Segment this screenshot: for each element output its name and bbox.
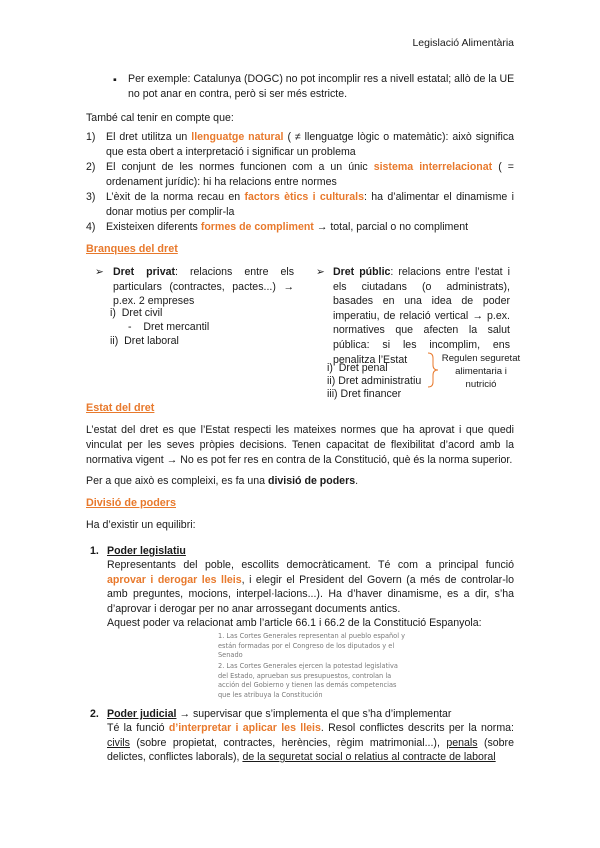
- also-consider-text: També cal tenir en compte que:: [86, 112, 234, 124]
- curly-brace-icon: [426, 352, 440, 388]
- poder-legislatiu-text: Representants del poble, escollits democràticament. Té com a principal funció aprovar i derogar les lleis, i elegir el President del Govern (a més de controlar-lo amb preguntes, mocions, interpel·lacions...). Ha d’haver dinamisme, es a dir, s’ha d’aprovar i derogar per no anar arrossegant documents antics.: [107, 559, 514, 615]
- poder-legislatiu-title: Poder legislatiu: [107, 545, 186, 557]
- considerations-list: [86, 130, 514, 235]
- list-item: 1) El dret utilitza un llenguatge natural ( ≠ llenguatge lògic o matemàtic): això significa que esta obert a interpretació i significar un problema: [86, 131, 515, 158]
- dret-public-subitem: i) Dret penal: [327, 362, 388, 374]
- estat-paragraph-2: Per a que això es compleixi, es fa una divisió de poders.: [86, 475, 359, 487]
- dret-privat-subitem: - Dret mercantil: [128, 321, 210, 333]
- dret-public-subitem: ii) Dret administratiu: [327, 375, 422, 387]
- arrow-bullet: ➢: [95, 266, 104, 278]
- dret-privat-text: Dret privat: relacions entre els particulars (contractes, pactes...) → p.ex. 2 empreses: [113, 266, 295, 308]
- section-title-branques: Branques del dret: [86, 243, 178, 255]
- article-reference: Aquest poder va relacionat amb l’article 66.1 i 66.2 de la Constitució Espanyola:: [107, 617, 482, 629]
- intro-bullet-text: Per exemple: Catalunya (DOGC) no pot incomplir res a nivell estatal; allò de la UE no pot anar en contra, però si ser més estricte.: [128, 73, 515, 100]
- divisio-intro: Ha d’existir un equilibri:: [86, 519, 196, 531]
- running-header: Legislació Alimentària: [412, 37, 514, 49]
- dret-privat-subitem: ii) Dret laboral: [110, 335, 179, 347]
- bullet-marker: ▪: [113, 74, 117, 86]
- poder-judicial-text: Té la funció d’interpretar i aplicar les lleis. Resol conflictes descrits per la norma: civils (sobre propietat, contractes, herències, règim matrimonial...), penals (sobre delictes, conflictes laborals), de la seguretat social o relatius al contracte de laboral: [107, 722, 514, 764]
- item-number: 1.: [90, 545, 99, 557]
- constitution-quote-1: 1. Las Cortes Generales representan al pueblo español y están formadas por el Congreso de los diputados y el Senado: [218, 632, 406, 660]
- dret-public-text: Dret públic: relacions entre l’estat i els ciutadans (o administrats), basades en una idea de poder imperatiu, de relació vertical → p.ex. normatives que afecten la salut pública: si les incomplim, ens penalitza l’Estat: [333, 266, 510, 366]
- item-number: 2.: [90, 708, 99, 720]
- section-title-divisio: Divisió de poders: [86, 497, 176, 509]
- list-item: 4) Existeixen diferents formes de compliment → total, parcial o no compliment: [86, 221, 469, 233]
- constitution-quote-2: 2. Las Cortes Generales ejercen la potestad legislativa del Estado, aprueban sus presupuestos, controlan la acción del Gobierno y tienen las demás competencias que les atribuya la Constitución: [218, 662, 398, 699]
- regulation-note: Regulen seguretat alimentaria i nutrició: [441, 353, 521, 390]
- poder-judicial-heading: Poder judicial → supervisar que s’implementa el que s’ha d’implementar: [107, 708, 452, 720]
- dret-privat-subitem: i) Dret civil: [110, 307, 163, 319]
- section-title-estat: Estat del dret: [86, 402, 155, 414]
- arrow-bullet: ➢: [316, 266, 325, 278]
- dret-public-subitem: iii) Dret financer: [327, 388, 402, 400]
- list-item: 2) El conjunt de les normes funcionen com a un únic sistema interrelacionat ( = ordenament jurídic): hi ha relacions entre normes: [86, 161, 514, 188]
- estat-paragraph: L’estat del dret es que l’Estat respecti les mateixes normes que ha aprovat i que quedi vinculat per les seves pròpies decisions. Tenen capacitat de flexibilitat d’acord amb la normativa vigent → No es pot fer res en contra de la Constitució, què és la norma superior.: [86, 424, 514, 466]
- list-item: 3) L’èxit de la norma recau en factors ètics i culturals: ha d’alimentar el dinamisme i donar motius per complir-la: [86, 191, 514, 218]
